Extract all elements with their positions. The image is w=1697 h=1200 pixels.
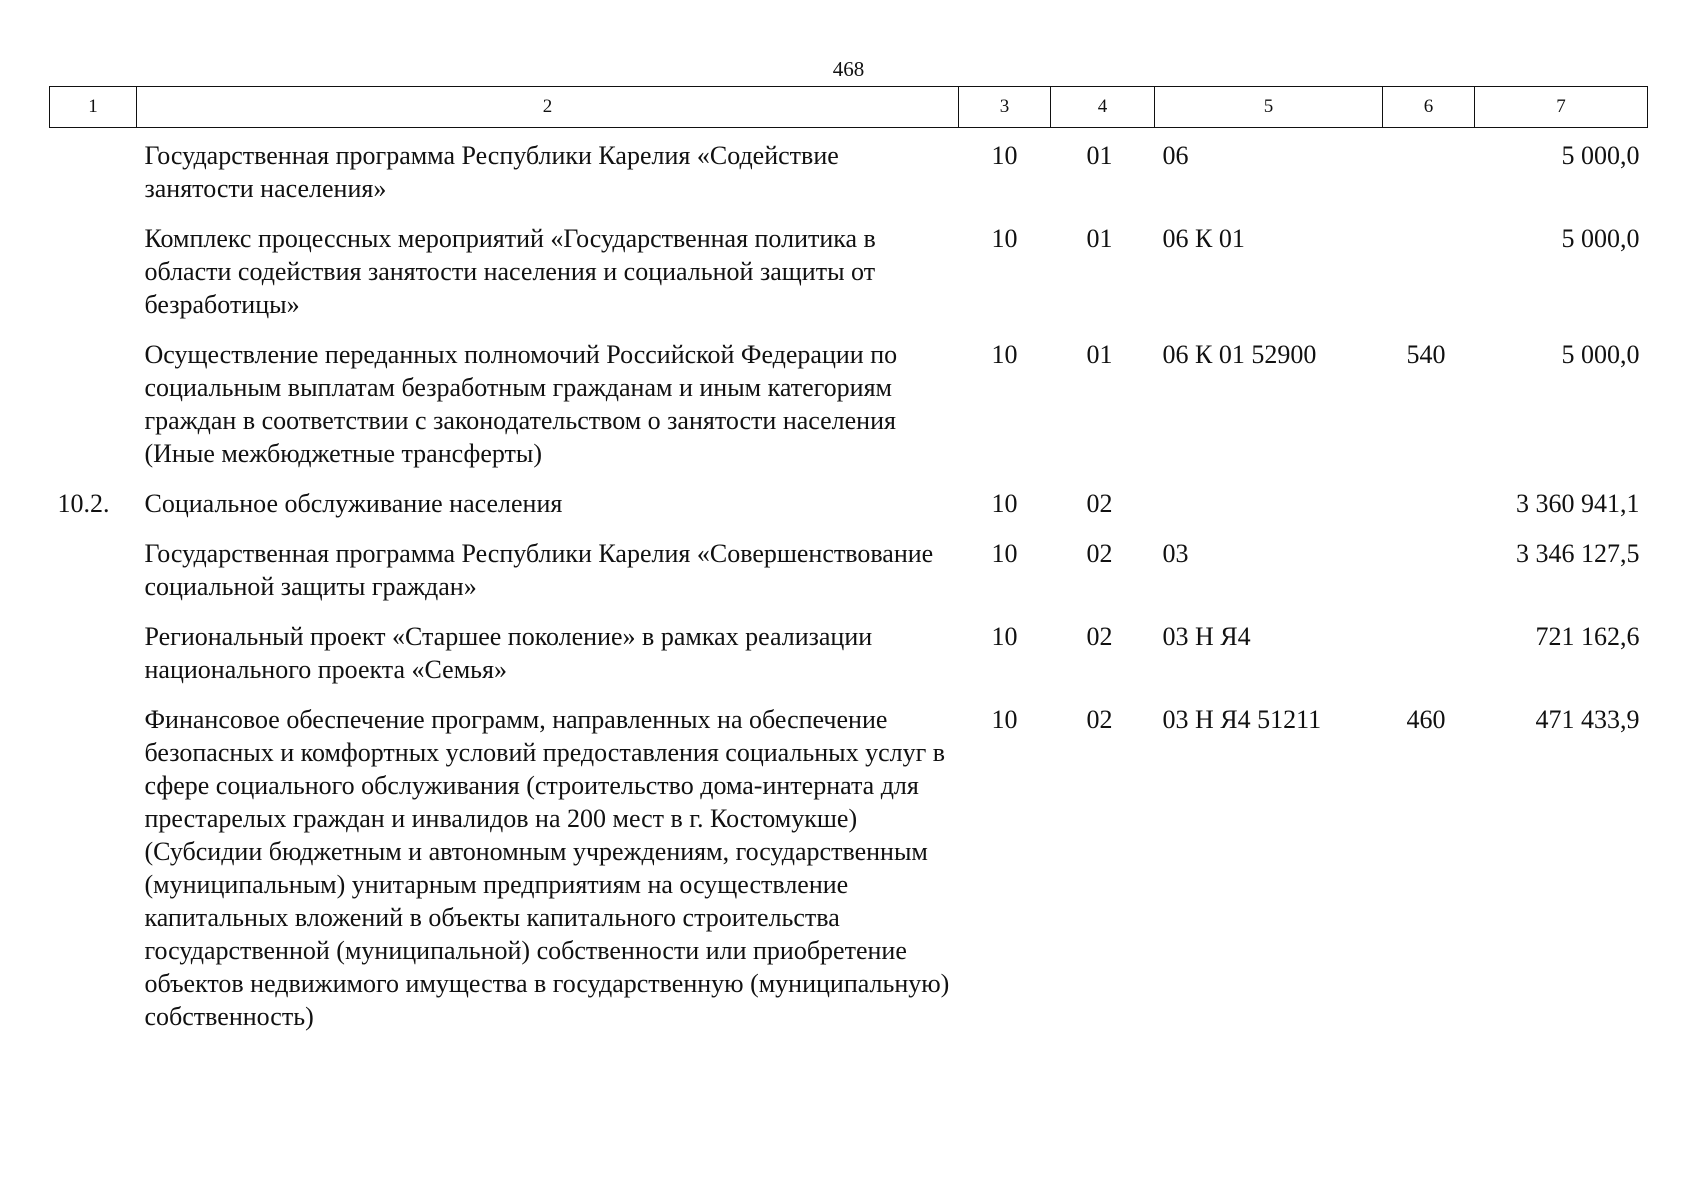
table-row: [50, 211, 1648, 327]
row-target-code: 06: [1162, 141, 1189, 170]
row-name: Комплекс процессных мероприятий «Государственная политика в области содействия занятости населения и социальной защиты от безработицы»: [144, 224, 876, 319]
row-section: 10: [991, 224, 1018, 253]
row-amount: 3 360 941,1: [1516, 489, 1640, 518]
row-number: 10.2.: [57, 489, 110, 518]
header-row: [50, 87, 1648, 128]
row-name: Осуществление переданных полномочий Российской Федерации по социальным выплатам безработным гражданам и иным категориям граждан в соответствии с законодательством о занятости населения (Иные межбюджетные трансферты): [144, 340, 898, 468]
row-expense-type: [1383, 128, 1475, 212]
row-expense-type: [1383, 526, 1475, 609]
row-target-code: [1155, 476, 1383, 526]
row-name: Социальное обслуживание населения: [144, 489, 563, 518]
header-col-6: 6: [1383, 87, 1475, 128]
header-col-1: 1: [50, 87, 137, 128]
row-target-code: 03 Н Я4 51211: [1162, 705, 1322, 734]
header-col-4: 4: [1051, 87, 1155, 128]
row-section: 10: [991, 622, 1018, 651]
row-target-code: 03 Н Я4: [1162, 622, 1251, 651]
row-amount: 721 162,6: [1535, 622, 1640, 651]
row-name: Государственная программа Республики Карелия «Совершенствование социальной защиты граждан»: [144, 539, 934, 601]
row-number: [50, 327, 137, 476]
row-number: [50, 211, 137, 327]
row-amount: 3 346 127,5: [1516, 539, 1640, 568]
row-section: 10: [991, 705, 1018, 734]
budget-table: [49, 86, 1648, 1039]
row-expense-type: [1383, 211, 1475, 327]
row-target-code: 03: [1162, 539, 1189, 568]
row-number: [50, 692, 137, 1039]
header-col-5: 5: [1155, 87, 1383, 128]
row-amount: 5 000,0: [1561, 340, 1640, 369]
table-header: [50, 87, 1648, 128]
row-subsection: 02: [1086, 489, 1113, 518]
row-number: [50, 609, 137, 692]
row-target-code: 06 К 01 52900: [1162, 340, 1317, 369]
row-name: Финансовое обеспечение программ, направленных на обеспечение безопасных и комфортных условий предоставления социальных услуг в сфере социального обслуживания (строительство дома-интерната для престарелых граждан и инвалидов на 200 мест в г. Костомукше) (Субсидии бюджетным и автономным учреждениям, государственным (муниципальным) унитарным предприятиям на осуществление капитальных вложений в объекты капитального строительства государственной (муниципальной) собственности или приобретение объектов недвижимого имущества в государственную (муниципальную) собственность): [144, 705, 950, 1031]
row-expense-type: 540: [1406, 340, 1446, 369]
table-row: [50, 476, 1648, 526]
row-section: 10: [991, 489, 1018, 518]
table-body: [50, 128, 1648, 1040]
row-name: Региональный проект «Старшее поколение» в рамках реализации национального проекта «Семья»: [144, 622, 873, 684]
row-section: 10: [991, 539, 1018, 568]
page-number: 468: [832, 57, 865, 81]
row-expense-type: [1383, 476, 1475, 526]
row-subsection: 02: [1086, 705, 1113, 734]
header-col-3: 3: [959, 87, 1051, 128]
table-row: [50, 327, 1648, 476]
header-col-7: 7: [1475, 87, 1648, 128]
row-amount: 5 000,0: [1561, 224, 1640, 253]
row-expense-type: 460: [1406, 705, 1446, 734]
row-number: [50, 526, 137, 609]
header-col-2: 2: [137, 87, 959, 128]
row-amount: 5 000,0: [1561, 141, 1640, 170]
row-section: 10: [991, 340, 1018, 369]
row-subsection: 01: [1086, 141, 1113, 170]
table-row: [50, 692, 1648, 1039]
row-expense-type: [1383, 609, 1475, 692]
row-section: 10: [991, 141, 1018, 170]
row-subsection: 02: [1086, 622, 1113, 651]
row-subsection: 01: [1086, 340, 1113, 369]
table-row: [50, 128, 1648, 212]
table-row: [50, 526, 1648, 609]
row-subsection: 01: [1086, 224, 1113, 253]
row-name: Государственная программа Республики Карелия «Содействие занятости населения»: [144, 141, 839, 203]
row-subsection: 02: [1086, 539, 1113, 568]
row-number: [50, 128, 137, 212]
table-row: [50, 609, 1648, 692]
row-target-code: 06 К 01: [1162, 224, 1245, 253]
row-amount: 471 433,9: [1535, 705, 1640, 734]
